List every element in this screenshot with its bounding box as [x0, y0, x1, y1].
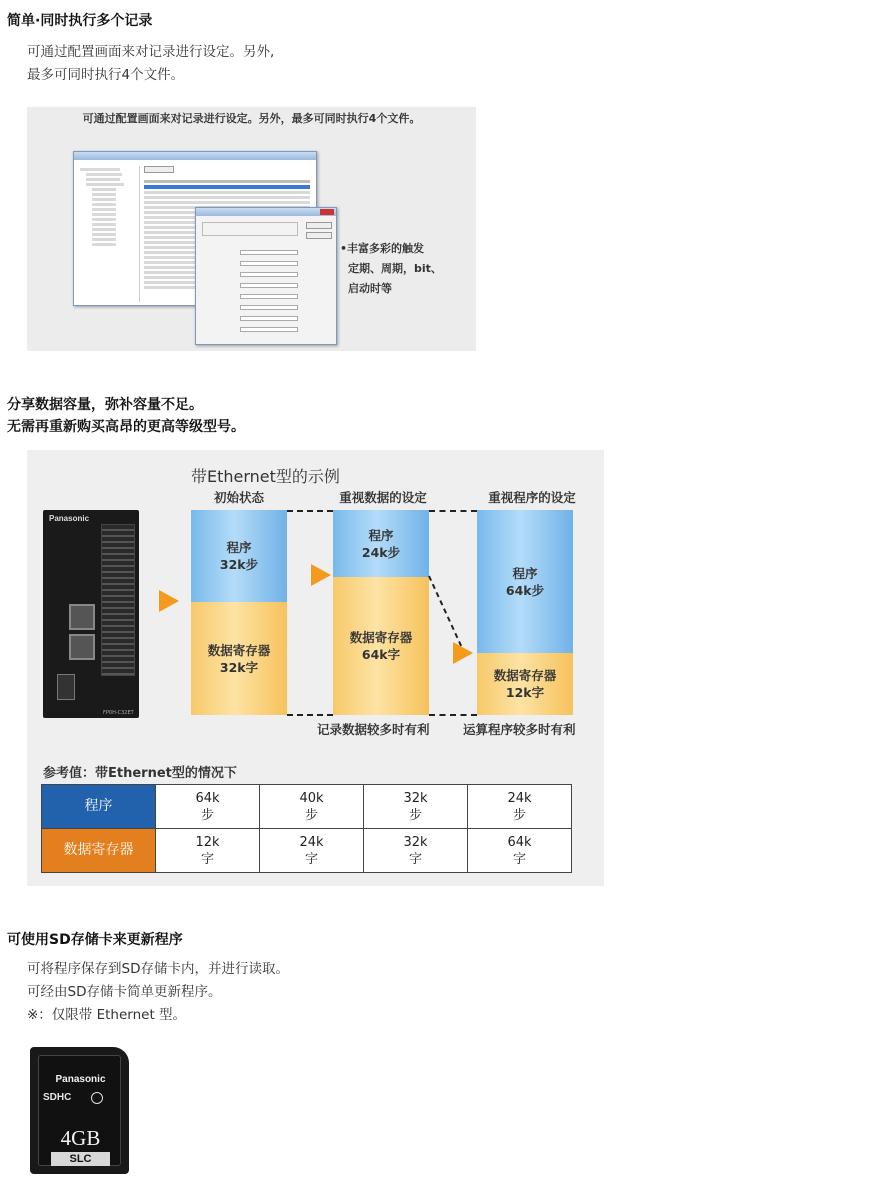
- dashed-connector: [287, 510, 333, 512]
- plc-terminal-block: [101, 524, 135, 676]
- sd-capacity: 4GB: [60, 1126, 101, 1150]
- row-header-data-register: 数据寄存器: [42, 829, 156, 873]
- program-area-block: 程序 24k步: [333, 510, 429, 577]
- close-icon: [320, 209, 334, 215]
- dialog-fields: [206, 244, 298, 338]
- sd-brand: Panasonic: [55, 1074, 106, 1085]
- data-register-block: 数据寄存器 32k字: [191, 602, 287, 715]
- capacity-sharing-figure: [27, 450, 604, 886]
- data-register-block: 数据寄存器 64k字: [333, 577, 429, 715]
- column-heading: 重视程序的设定: [488, 490, 576, 505]
- plc-device-image: [43, 510, 139, 718]
- window-titlebar: [74, 152, 316, 160]
- table-cell: 64k 字: [468, 829, 572, 873]
- dialog-titlebar: [196, 208, 336, 216]
- section3-text: [27, 958, 289, 1027]
- section3-line: 可将程序保存到SD存储卡内，并进行读取。: [27, 961, 289, 977]
- section1-text: [27, 41, 274, 87]
- table-row: [42, 829, 572, 873]
- reference-table: [41, 784, 572, 873]
- config-screen-figure: [27, 107, 476, 351]
- config-dialog-window: [195, 207, 337, 345]
- program-favored-caption: 运算程序较多时有利: [463, 722, 576, 737]
- sdhc-logo: SDHC: [43, 1092, 72, 1103]
- window-button: [144, 166, 174, 173]
- section3-line: ※：仅限带 Ethernet 型。: [27, 1007, 187, 1023]
- section3-heading: 可使用SD存储卡来更新程序: [7, 932, 183, 948]
- table-cell: 24k 步: [468, 785, 572, 829]
- dialog-group: [202, 222, 298, 236]
- figure1-caption: 可通过配置画面来对记录进行设定。另外，最多可同时执行4个文件。: [82, 112, 421, 125]
- table-cell: 32k 步: [364, 785, 468, 829]
- data-favored-caption: 记录数据较多时有利: [317, 722, 430, 737]
- tree-panel: [80, 166, 140, 302]
- feature-line: 启动时等: [348, 282, 392, 295]
- speed-class-icon: [91, 1092, 103, 1104]
- section1-heading: 简单·同时执行多个记录: [7, 13, 153, 29]
- program-area-block: 程序 32k步: [191, 510, 287, 602]
- sd-card-label: [38, 1055, 121, 1166]
- plc-lan-port: [69, 634, 95, 660]
- table-cell: 40k 步: [260, 785, 364, 829]
- row-header-program: 程序: [42, 785, 156, 829]
- arrow-right-icon: [159, 590, 179, 612]
- plc-model: FP0H-C32ET: [103, 710, 134, 716]
- plc-lan-port: [69, 604, 95, 630]
- feature-line: 定期、周期，bit、: [348, 262, 442, 275]
- table-row: [42, 785, 572, 829]
- table-cell: 64k 步: [156, 785, 260, 829]
- feature-line: •丰富多彩的触发: [340, 242, 425, 255]
- dashed-connector: [429, 714, 477, 716]
- sd-card-image: [30, 1047, 129, 1174]
- sd-type-badge: SLC: [51, 1152, 110, 1166]
- arrow-right-icon: [453, 642, 473, 664]
- arrow-right-icon: [311, 564, 331, 586]
- section1-line: 可通过配置画面来对记录进行设定。另外,: [27, 44, 275, 60]
- plc-connector: [57, 674, 75, 700]
- dialog-cancel-button: [306, 232, 332, 239]
- reference-note: 参考值：带Ethernet型的情况下: [43, 766, 237, 781]
- table-cell: 12k 字: [156, 829, 260, 873]
- section3-line: 可经由SD存储卡简单更新程序。: [27, 984, 222, 1000]
- data-register-block: 数据寄存器 12k字: [477, 653, 573, 715]
- program-area-block: 程序 64k步: [477, 510, 573, 653]
- column-heading: 重视数据的设定: [339, 490, 427, 505]
- table-cell: 24k 字: [260, 829, 364, 873]
- trigger-features: [340, 239, 442, 299]
- section2-heading-line: 无需再重新购买高昂的更高等级型号。: [7, 419, 245, 435]
- table-cell: 32k 字: [364, 829, 468, 873]
- figure2-title: 带Ethernet型的示例: [191, 467, 340, 486]
- section1-line: 最多可同时执行4个文件。: [27, 67, 185, 83]
- plc-brand: Panasonic: [49, 514, 90, 523]
- dashed-connector: [429, 510, 477, 512]
- dashed-connector: [287, 714, 333, 716]
- dialog-ok-button: [306, 222, 332, 229]
- column-heading: 初始状态: [213, 490, 264, 505]
- section2-heading: [7, 394, 245, 438]
- section2-heading-line: 分享数据容量，弥补容量不足。: [7, 397, 203, 413]
